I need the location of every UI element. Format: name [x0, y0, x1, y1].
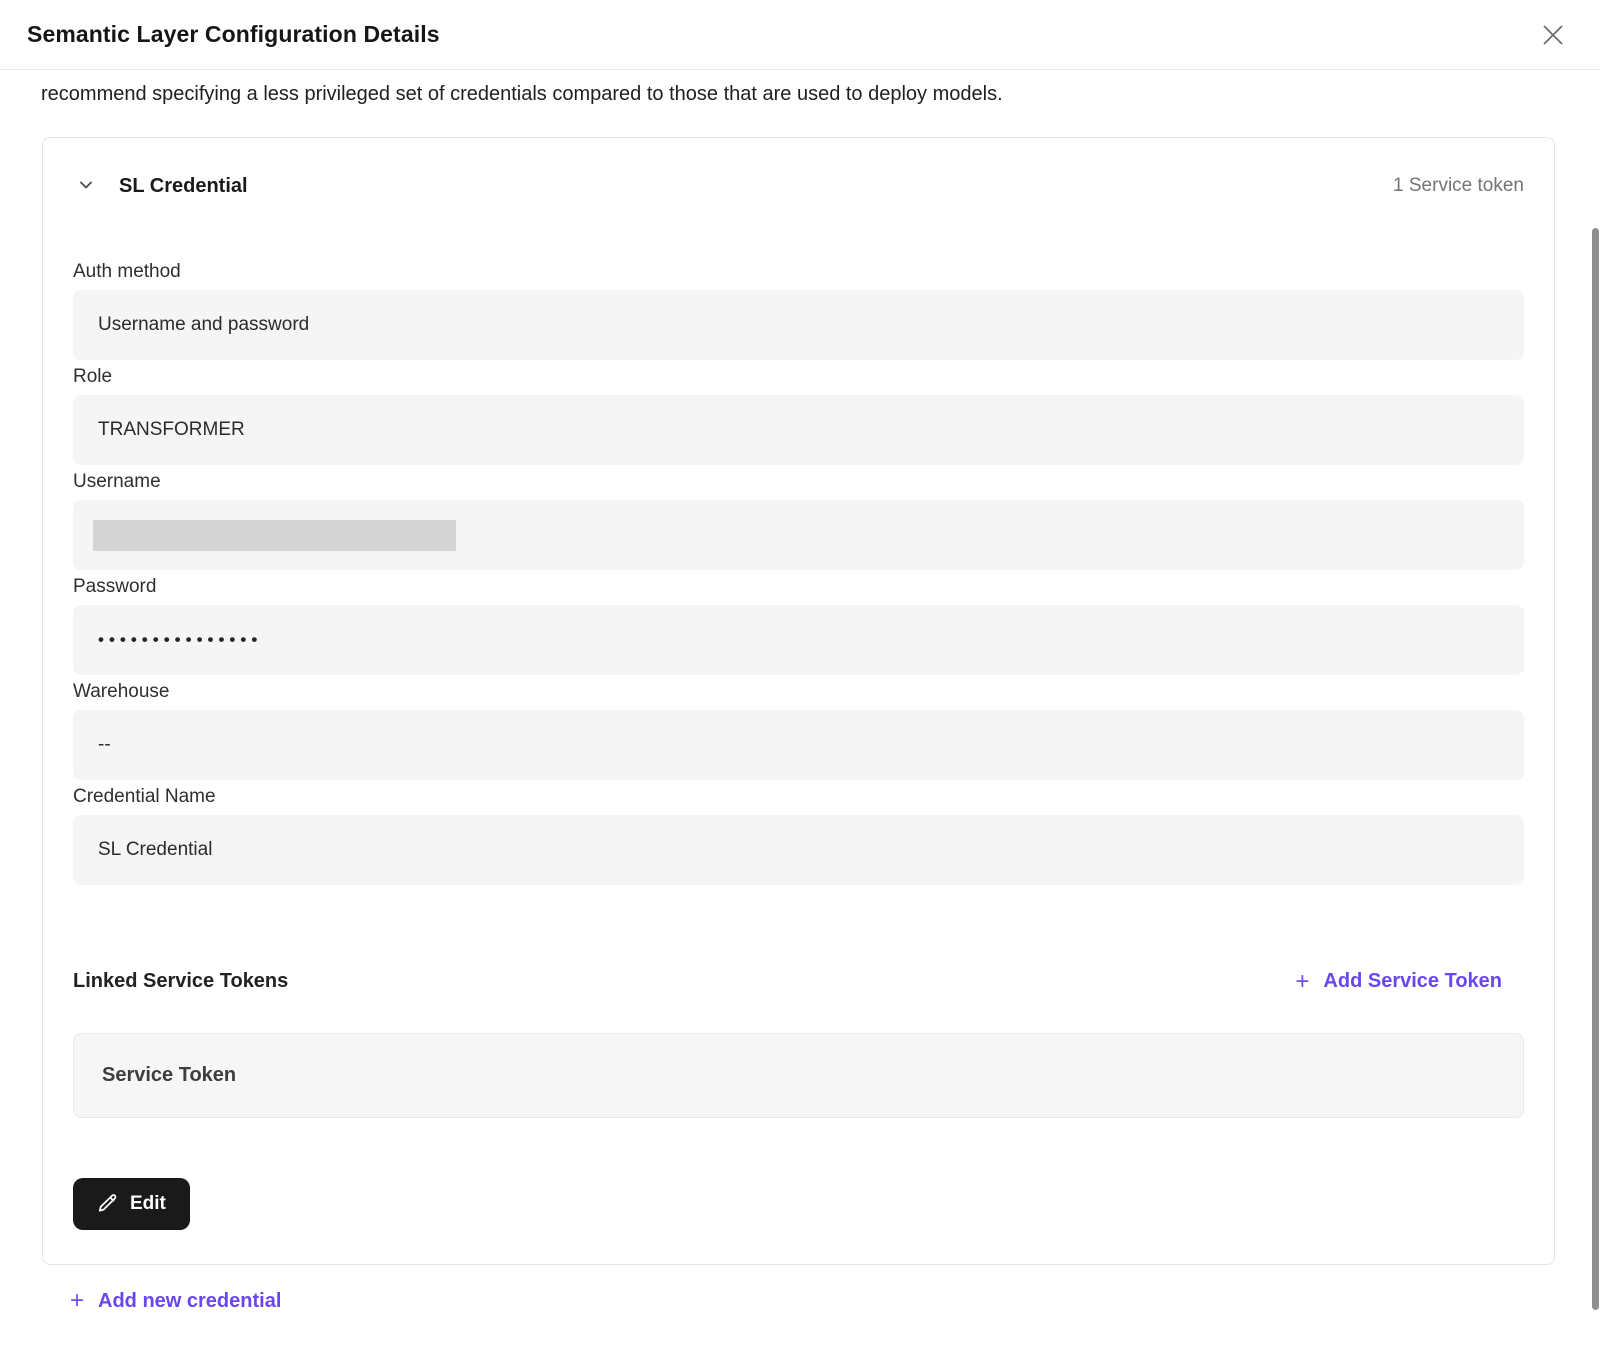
field-warehouse — [73, 679, 1524, 780]
modal-title: Semantic Layer Configuration Details — [27, 21, 440, 47]
chevron-down-icon — [76, 175, 96, 198]
masked-password-value: ••••••••••••••• — [98, 630, 263, 649]
field-credential-name — [73, 784, 1524, 885]
service-token-count: 1 Service token — [1393, 175, 1524, 196]
close-icon — [1539, 21, 1567, 52]
auth-method-value-box — [73, 290, 1524, 360]
modal-header — [0, 0, 1600, 70]
credential-card-header — [73, 166, 1524, 206]
field-label: Role — [73, 366, 113, 387]
password-value-box — [73, 605, 1524, 675]
field-value: SL Credential — [98, 839, 213, 860]
close-button[interactable] — [1536, 19, 1570, 53]
field-value: Username and password — [98, 314, 310, 335]
warehouse-value-box — [73, 710, 1524, 780]
field-value: TRANSFORMER — [98, 419, 245, 440]
add-new-credential-button[interactable] — [70, 1287, 281, 1315]
field-password — [73, 574, 1524, 675]
field-auth-method — [73, 259, 1524, 360]
credential-title: SL Credential — [119, 174, 248, 197]
field-label: Password — [73, 576, 157, 597]
username-value-box — [73, 500, 1524, 570]
add-service-token-label: Add Service Token — [1323, 970, 1502, 992]
modal-description: recommend specifying a less privileged set of credentials compared to those that are used to deploy models. — [41, 83, 1003, 105]
field-label: Auth method — [73, 261, 181, 282]
add-new-credential-label: Add new credential — [98, 1289, 282, 1312]
vertical-scrollbar-thumb[interactable] — [1592, 228, 1599, 1310]
field-label: Username — [73, 471, 161, 492]
redacted-username-value — [93, 520, 456, 551]
field-value: -- — [98, 734, 111, 755]
linked-tokens-heading: Linked Service Tokens — [73, 970, 289, 992]
field-username — [73, 469, 1524, 570]
add-service-token-button[interactable] — [1295, 967, 1524, 995]
service-token-row — [73, 1033, 1524, 1118]
field-label: Credential Name — [73, 786, 216, 807]
credential-name-value-box — [73, 815, 1524, 885]
edit-button[interactable] — [73, 1178, 190, 1230]
linked-tokens-header-row — [73, 968, 1524, 995]
field-role — [73, 364, 1524, 465]
service-token-name: Service Token — [102, 1064, 237, 1086]
role-value-box — [73, 395, 1524, 465]
plus-icon: + — [70, 1287, 85, 1314]
collapse-toggle[interactable] — [75, 175, 97, 197]
credential-card — [42, 137, 1555, 1265]
edit-button-label: Edit — [130, 1193, 166, 1214]
field-label: Warehouse — [73, 681, 170, 702]
plus-icon: + — [1295, 967, 1310, 995]
pencil-icon — [97, 1192, 119, 1217]
